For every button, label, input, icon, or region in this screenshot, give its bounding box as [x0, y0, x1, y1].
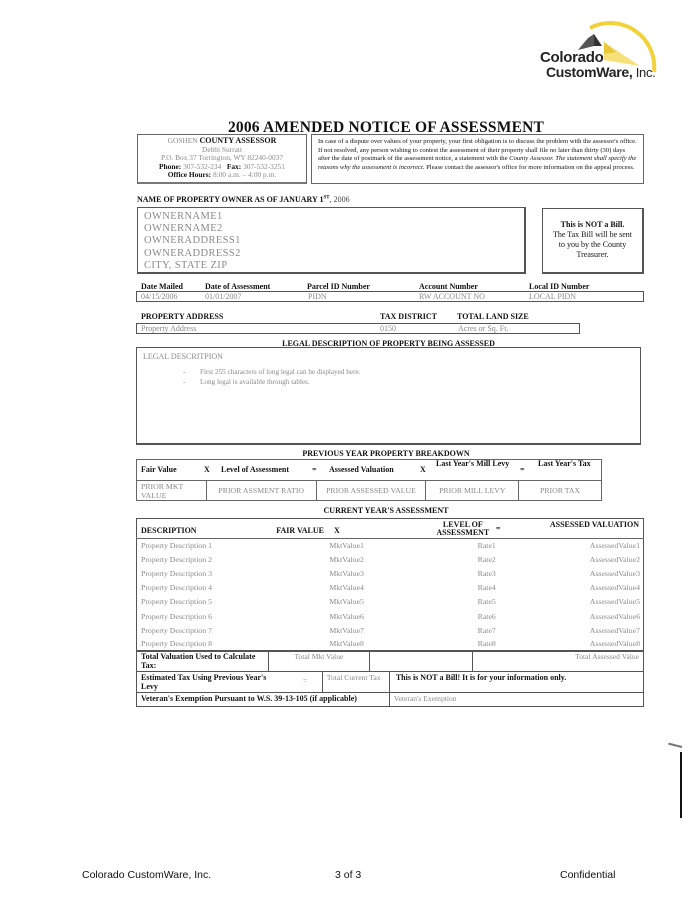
date-assessment-value: 01/01/2007 — [205, 292, 242, 301]
row-fair-value: MktValue5 — [329, 597, 364, 607]
prev-header-last-tax: Last Year's Tax — [538, 459, 591, 468]
hours-value: 8:00 a.m. – 4:00 p.m. — [212, 170, 277, 180]
id-header-date-assessment: Date of Assessment — [205, 282, 271, 291]
footer-page-number: 3 of 3 — [335, 869, 362, 881]
land-size-header: TOTAL LAND SIZE — [457, 312, 529, 321]
footer-classification: Confidential — [560, 869, 616, 881]
date-mailed-value: 04/15/2006 — [141, 292, 178, 301]
row-description: Property Description 8 — [141, 639, 213, 649]
previous-year-table — [136, 459, 602, 501]
header-level-of-assessment: LEVEL OF ASSESSMENT — [436, 519, 490, 537]
estimated-tax-equals: = — [288, 672, 322, 693]
row-description: Property Description 4 — [141, 583, 213, 593]
id-header-date-mailed: Date Mailed — [141, 282, 183, 291]
owner-line: OWNERADDRESS1 — [144, 235, 241, 247]
footer-company: Colorado CustomWare, Inc. — [82, 869, 212, 881]
prev-header-eq1: = — [312, 465, 317, 474]
phone-value: 307-532-234 — [183, 161, 222, 171]
dispute-notice — [311, 134, 644, 184]
row-description: Property Description 2 — [141, 555, 213, 565]
scan-edge-mark — [668, 743, 682, 748]
table-row — [137, 553, 644, 567]
table-row — [137, 581, 644, 595]
total-valuation-label: Total Valuation Used to Calculate Tax: — [137, 651, 269, 672]
total-current-tax: Total Current Tax — [322, 672, 389, 693]
scan-edge-mark — [680, 752, 682, 818]
prior-market-value: PRIOR MKT VALUE — [137, 481, 207, 501]
row-rate: Rate2 — [477, 555, 496, 565]
row-fair-value: MktValue3 — [329, 569, 364, 579]
row-assessed-value: AssessedValue7 — [589, 625, 640, 635]
phone-label: Phone: — [159, 161, 182, 171]
fax-label: Fax: — [226, 161, 242, 171]
assessor-office: COUNTY ASSESSOR — [199, 136, 277, 145]
id-values-row — [136, 291, 644, 302]
header-assessed-valuation: ASSESSED VALUATION — [549, 520, 639, 529]
row-fair-value: MktValue8 — [329, 639, 364, 649]
header-fair-value: FAIR VALUE — [276, 526, 324, 535]
page-title: 2006 AMENDED NOTICE OF ASSESSMENT — [227, 119, 545, 136]
prev-header-x2: X — [420, 465, 426, 474]
row-fair-value: MktValue6 — [329, 611, 364, 621]
dispute-text-2: Please contact the assessor's office for more information on the appeal process. — [424, 163, 635, 171]
assessor-address: P.O. Box 37 Torrington, WY 82240-0037 — [160, 153, 284, 163]
row-fair-value: MktValue1 — [329, 541, 364, 551]
veteran-exemption-label: Veteran's Exemption Pursuant to W.S. 39-13-105 (if applicable) — [137, 693, 390, 707]
row-rate: Rate6 — [477, 611, 496, 621]
owner-line: OWNERNAME2 — [144, 223, 223, 235]
legal-section-title: LEGAL DESCRIPTION OF PROPERTY BEING ASSESSED — [282, 339, 495, 348]
row-assessed-value: AssessedValue1 — [589, 541, 640, 551]
owner-line: OWNERNAME1 — [144, 211, 223, 222]
id-header-local: Local ID Number — [529, 282, 590, 291]
assessor-contact-box — [137, 134, 307, 184]
row-assessed-value: AssessedValue2 — [589, 555, 640, 565]
not-a-bill-text: The Tax Bill will be sent to you by the County Treasurer. — [552, 230, 633, 259]
id-header-account: Account Number — [419, 282, 478, 291]
totals-table — [136, 650, 644, 707]
row-fair-value: MktValue7 — [329, 625, 364, 635]
row-description: Property Description 7 — [141, 625, 213, 635]
prev-header-x1: X — [204, 465, 210, 474]
property-address-header: PROPERTY ADDRESS — [141, 312, 224, 321]
owner-label: NAME OF PROPERTY OWNER AS OF JANUARY 1ST, 2006 — [137, 195, 350, 204]
current-year-title: CURRENT YEAR'S ASSESSMENT — [323, 506, 449, 515]
header-equals: = — [495, 524, 501, 533]
prev-header-assessed: Assessed Valuation — [329, 465, 394, 474]
prev-header-eq2: = — [520, 465, 525, 474]
row-description: Property Description 5 — [141, 597, 213, 607]
row-fair-value: MktValue2 — [329, 555, 364, 565]
header-description: DESCRIPTION — [137, 519, 277, 539]
owner-line: OWNERADDRESS2 — [144, 247, 241, 259]
dispute-text-1: In case of a dispute over values of your property, your first obligation is to discuss the problem with the assessor's office. If not resolved, any person wishing to contest the assessment of their property shall file no later than thirty (30) days after the date of postmark of the assessment notice, a statement with the — [318, 138, 637, 162]
row-description: Property Description 3 — [141, 569, 213, 579]
prior-mill-levy: PRIOR MILL LEVY — [426, 481, 519, 501]
assessor-name: Debbi Surratt — [201, 144, 243, 154]
row-assessed-value: AssessedValue5 — [589, 597, 640, 607]
row-fair-value: MktValue4 — [329, 583, 364, 593]
table-row — [137, 609, 644, 623]
logo-name-line2: CustomWare, — [546, 64, 633, 80]
hours-label: Office Hours: — [167, 170, 212, 180]
local-id-value: LOCAL PIDN — [529, 292, 577, 301]
table-row — [137, 567, 644, 581]
row-description: Property Description 1 — [141, 541, 213, 551]
land-size-value: Acres or Sq. Ft. — [458, 324, 509, 333]
table-row — [137, 539, 644, 553]
prior-tax: PRIOR TAX — [519, 481, 602, 501]
prior-assessment-ratio: PRIOR ASSMENT RATIO — [206, 481, 316, 501]
not-a-bill-notice: This is NOT a Bill! It is for your information only. — [389, 672, 643, 693]
table-row — [137, 623, 644, 637]
tax-district-header: TAX DISTRICT — [380, 312, 437, 321]
legal-heading: LEGAL DESCRITPION — [143, 352, 223, 361]
row-rate: Rate8 — [477, 639, 496, 649]
id-header-parcel: Parcel ID Number — [307, 282, 370, 291]
fax-value: 307-532-3251 — [243, 161, 285, 171]
account-number-value: RW ACCOUNT NO — [419, 292, 485, 301]
row-assessed-value: AssessedValue6 — [589, 611, 640, 621]
prev-header-level: Level of Assessment — [221, 465, 289, 474]
not-a-bill-box — [542, 208, 644, 274]
legal-bullet: - First 255 characters of long legal can be displayed here. — [183, 368, 634, 378]
header-x: X — [333, 526, 340, 535]
total-market-value: Total Mkt Value — [268, 651, 369, 672]
dispute-text-italic: County Assessor. The statement shall specify the reasons why the assessment is incorrect. — [318, 155, 637, 171]
row-assessed-value: AssessedValue8 — [589, 639, 640, 649]
logo-name-line1: Colorado — [540, 49, 604, 66]
row-rate: Rate1 — [477, 541, 496, 551]
row-rate: Rate7 — [477, 625, 496, 635]
company-logo — [532, 20, 662, 90]
row-rate: Rate4 — [477, 583, 496, 593]
veteran-exemption-value: Veteran's Exemption — [389, 693, 643, 707]
row-assessed-value: AssessedValue3 — [589, 569, 640, 579]
not-a-bill-heading: This is NOT a Bill. — [560, 220, 625, 229]
table-row — [137, 595, 644, 609]
assessor-county: GOSHEN — [167, 136, 198, 145]
prev-header-fair-value: Fair Value — [141, 465, 177, 474]
property-address-value: Property Address — [141, 324, 197, 333]
row-rate: Rate3 — [477, 569, 496, 579]
estimated-tax-label: Estimated Tax Using Previous Year's Levy — [137, 672, 289, 693]
owner-line: CITY, STATE ZIP — [144, 259, 228, 271]
prior-assessed-value: PRIOR ASSESSED VALUE — [316, 481, 426, 501]
total-spacer-cell — [369, 651, 473, 672]
legal-description-box — [136, 347, 641, 445]
logo-inc: Inc. — [632, 65, 656, 80]
row-rate: Rate5 — [477, 597, 496, 607]
legal-bullet: - Long legal is available through tables. — [183, 378, 634, 388]
row-assessed-value: AssessedValue4 — [589, 583, 640, 593]
current-year-table — [136, 518, 644, 652]
row-description: Property Description 6 — [141, 611, 213, 621]
prev-header-mill-levy: Last Year's Mill Levy — [436, 459, 510, 468]
property-values-row — [136, 323, 580, 334]
previous-year-title: PREVIOUS YEAR PROPERTY BREAKDOWN — [302, 449, 470, 458]
total-assessed-value: Total Assessed Value — [473, 651, 644, 672]
tax-district-value: 0150 — [380, 324, 396, 333]
parcel-id-value: PIDN — [308, 292, 327, 301]
owner-address-box — [137, 207, 526, 274]
